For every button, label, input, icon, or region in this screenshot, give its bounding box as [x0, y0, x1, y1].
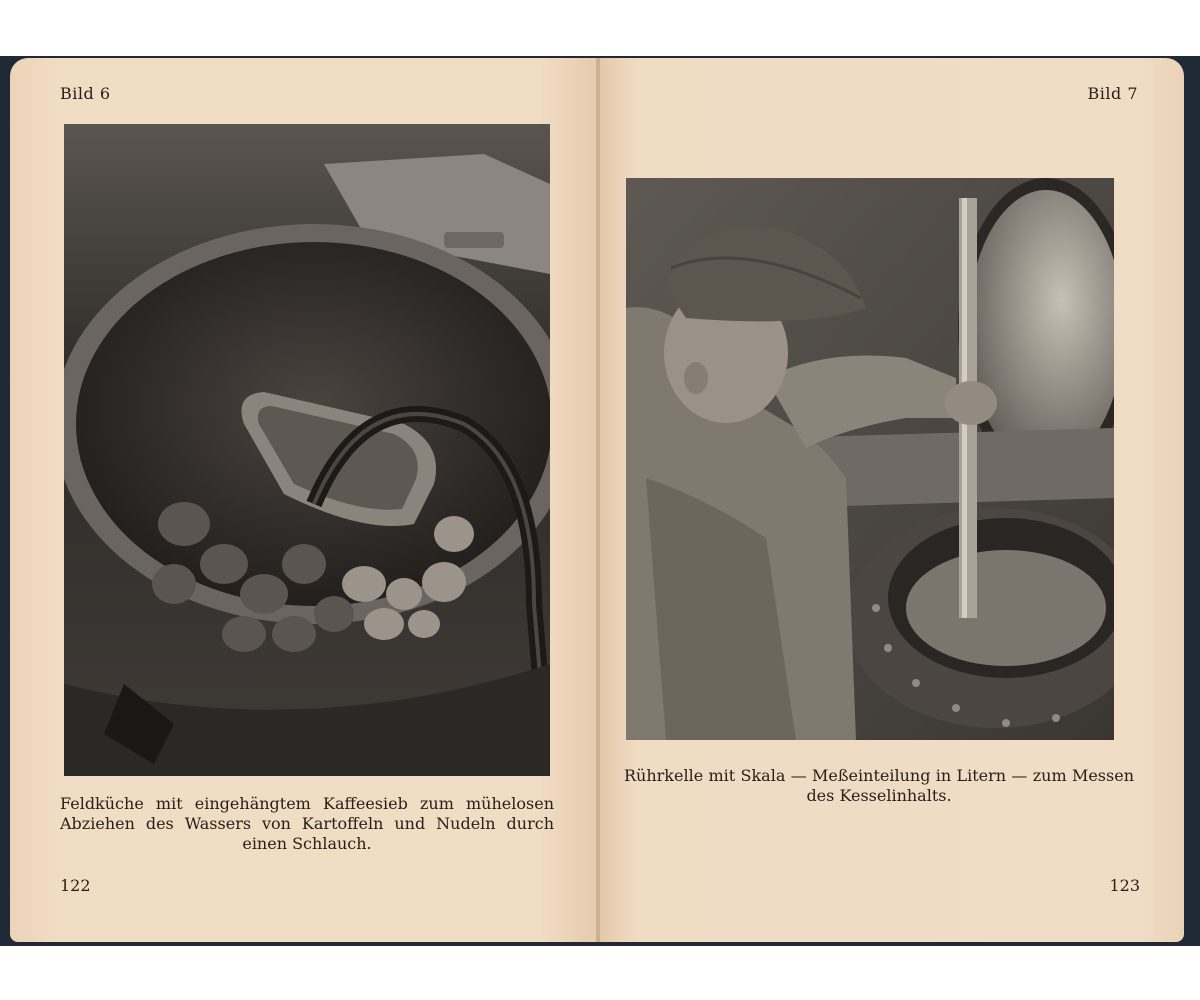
photo-stirring-ladle-scale — [626, 178, 1114, 740]
open-book-spread — [10, 58, 1190, 942]
right-page — [600, 58, 1184, 942]
photo-illustration-left — [64, 124, 550, 776]
figure-label-left: Bild 6 — [60, 84, 111, 103]
photo-field-kitchen-strainer — [64, 124, 550, 776]
left-page — [10, 58, 598, 942]
caption-left: Feldküche mit eingehängtem Kaffeesieb zum mühelosen Abziehen des Wassers von Kartoffeln und Nudeln durch einen Schlauch. — [60, 794, 554, 853]
page-number-left: 122 — [60, 876, 91, 895]
page-number-right: 123 — [1109, 876, 1140, 895]
photo-illustration-right — [626, 178, 1114, 740]
caption-right: Rührkelle mit Skala — Meßeinteilung in Litern — zum Messen des Kesselinhalts. — [624, 766, 1134, 805]
figure-label-right: Bild 7 — [1087, 84, 1138, 103]
